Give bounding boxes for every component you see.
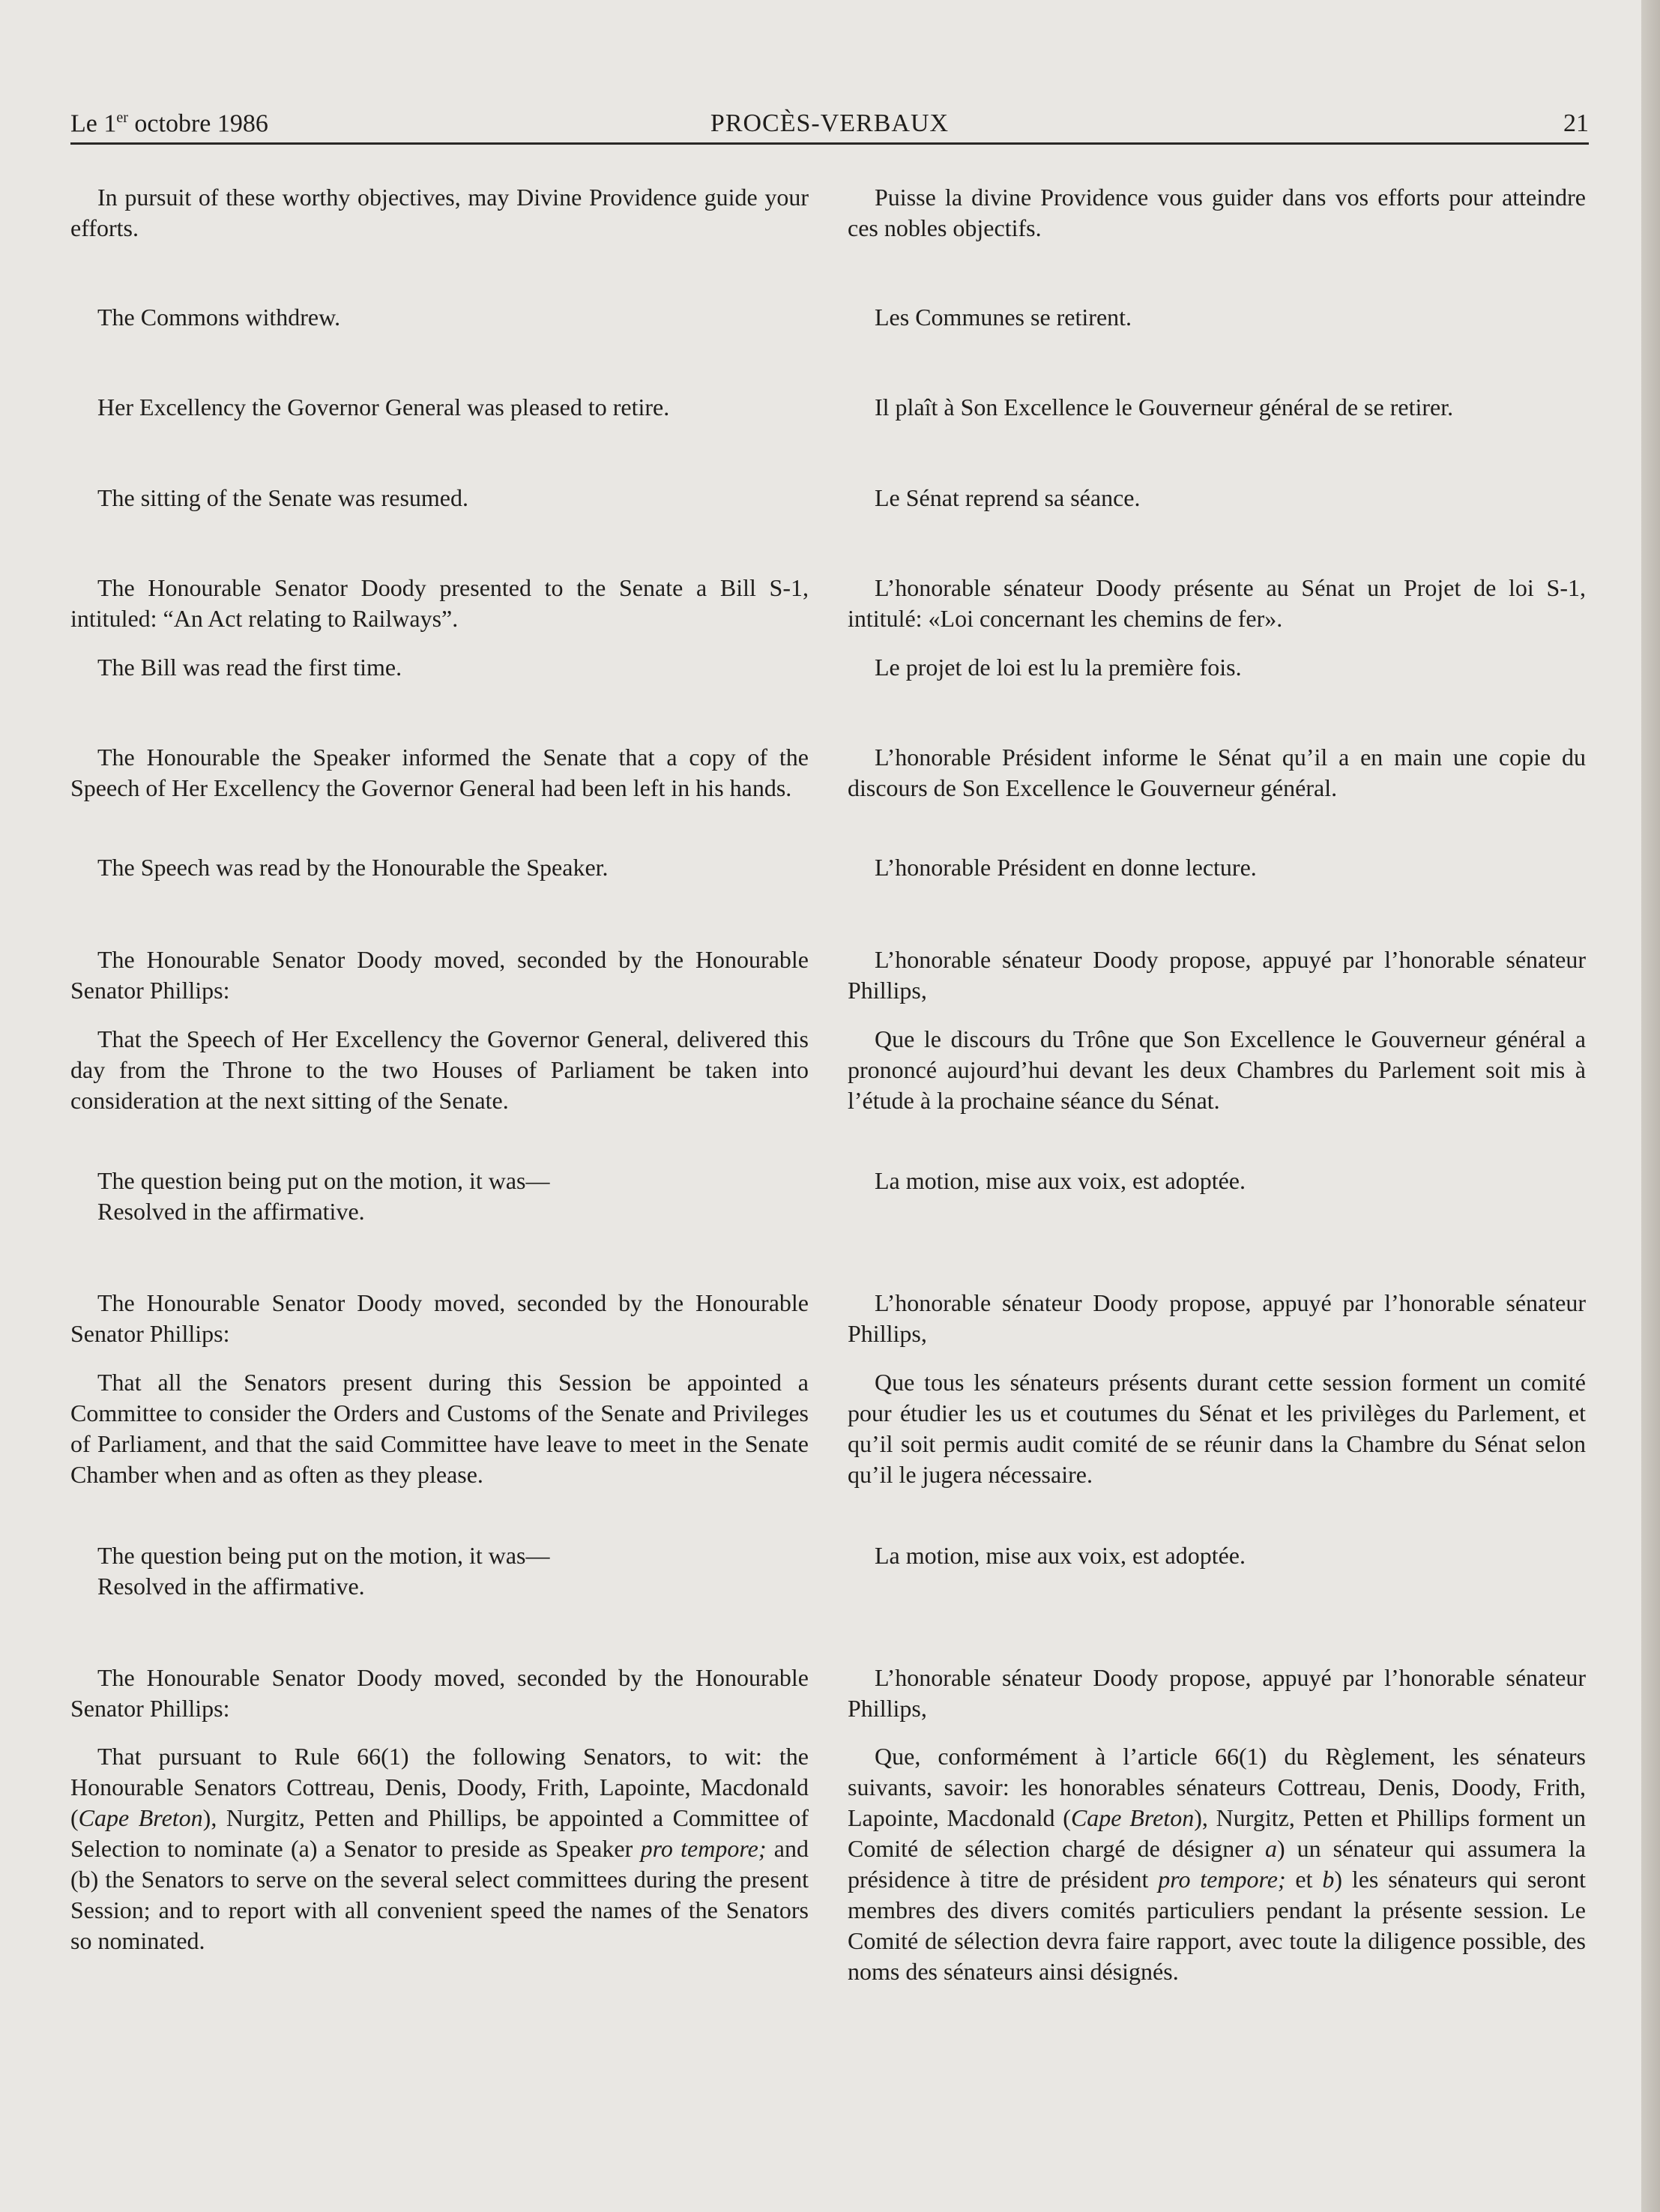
french-p4: Le Sénat reprend sa séance. xyxy=(875,484,1141,511)
french-p11: La motion, mise aux voix, est adoptée. xyxy=(875,1167,1246,1194)
english-p16: That pursuant to Rule 66(1) the following Senators, to wit: the Honourable Senators Cottreau, Denis, Doody, Frith, Lapointe, Macdonald (Cape Breton), Nurgitz, Petten and Phillips, be appointed a Committee of Selection to nominate (a) a Senator to preside as Speaker pro tempore; and (b) the Senators to serve on the several select committees during the present Session; and to report with all convenient speed the names of the Senators so nominated. xyxy=(70,1743,809,1954)
english-p8: The Speech was read by the Honourable the Speaker. xyxy=(97,854,609,881)
english-p1: In pursuit of these worthy objectives, may Divine Providence guide your efforts. xyxy=(70,184,809,241)
english-p13: That all the Senators present during this Session be appointed a Committee to consider the Orders and Customs of the Senate and Privileges of Parliament, and that the said Committee have leave to meet in the Senate Chamber when and as often as they please. xyxy=(70,1369,809,1488)
english-p12: The Honourable Senator Doody moved, seconded by the Honourable Senator Phillips: xyxy=(70,1289,809,1347)
english-p4: The sitting of the Senate was resumed. xyxy=(97,484,468,511)
english-p15: The Honourable Senator Doody moved, seconded by the Honourable Senator Phillips: xyxy=(70,1664,809,1722)
french-p7: L’honorable Président informe le Sénat qu’il a en main une copie du discours de Son Excellence le Gouverneur général. xyxy=(848,744,1586,801)
english-p9: The Honourable Senator Doody moved, seconded by the Honourable Senator Phillips: xyxy=(70,946,809,1004)
header-title: PROCÈS-VERBAUX xyxy=(710,109,950,137)
french-p8: L’honorable Président en donne lecture. xyxy=(875,854,1257,881)
french-p1: Puisse la divine Providence vous guider dans vos efforts pour atteindre ces nobles objectifs. xyxy=(848,184,1586,241)
english-p5: The Honourable Senator Doody presented to the Senate a Bill S-1, intituled: “An Act relating to Railways”. xyxy=(70,574,809,632)
english-p2: The Commons withdrew. xyxy=(97,304,341,331)
french-p12: L’honorable sénateur Doody propose, appuyé par l’honorable sénateur Phillips, xyxy=(848,1289,1586,1347)
french-p15: L’honorable sénateur Doody propose, appuyé par l’honorable sénateur Phillips, xyxy=(848,1664,1586,1722)
page-edge xyxy=(1641,0,1660,2212)
french-p5: L’honorable sénateur Doody présente au Sénat un Projet de loi S-1, intitulé: «Loi concernant les chemins de fer». xyxy=(848,574,1586,632)
french-p14: La motion, mise aux voix, est adoptée. xyxy=(875,1542,1246,1569)
french-p13: Que tous les sénateurs présents durant cette session forment un comité pour étudier les us et coutumes du Sénat et les privilèges du Parlement, et qu’il soit permis audit comité de se réunir dans la Chambre du Sénat selon qu’il le jugera nécessaire. xyxy=(848,1369,1586,1488)
english-p11: The question being put on the motion, it was— Resolved in the affirmative. xyxy=(97,1167,550,1225)
english-p10: That the Speech of Her Excellency the Governor General, delivered this day from the Throne to the two Houses of Parliament be taken into consideration at the next sitting of the Senate. xyxy=(70,1025,809,1114)
header-date: Le 1er octobre 1986 xyxy=(70,109,268,138)
french-p6: Le projet de loi est lu la première fois. xyxy=(875,654,1242,681)
french-p10: Que le discours du Trône que Son Excellence le Gouverneur général a prononcé aujourd’hui devant les deux Chambres du Parlement soit mis à l’étude à la prochaine séance du Sénat. xyxy=(848,1025,1586,1114)
french-p3: Il plaît à Son Excellence le Gouverneur général de se retirer. xyxy=(875,394,1454,421)
english-p14: The question being put on the motion, it was— Resolved in the affirmative. xyxy=(97,1542,550,1600)
page-header xyxy=(70,105,1589,145)
english-p3: Her Excellency the Governor General was pleased to retire. xyxy=(97,394,670,421)
english-p7: The Honourable the Speaker informed the Senate that a copy of the Speech of Her Excellency the Governor General had been left in his hands. xyxy=(70,744,809,801)
page-number: 21 xyxy=(1563,109,1589,137)
english-p6: The Bill was read the first time. xyxy=(97,654,402,681)
french-p2: Les Communes se retirent. xyxy=(875,304,1132,331)
french-p9: L’honorable sénateur Doody propose, appuyé par l’honorable sénateur Phillips, xyxy=(848,946,1586,1004)
french-p16: Que, conformément à l’article 66(1) du Règlement, les sénateurs suivants, savoir: les honorables sénateurs Cottreau, Denis, Doody, Frith, Lapointe, Macdonald (Cape Breton), Nurgitz, Petten et Phillips forment un Comité de sélection chargé de désigner a) un sénateur qui assumera la présidence à titre de président pro tempore; et b) les sénateurs qui seront membres des divers comités particuliers pendant la présente session. Le Comité de sélection devra faire rapport, avec toute la diligence possible, des noms des sénateurs ainsi désignés. xyxy=(848,1743,1587,1985)
